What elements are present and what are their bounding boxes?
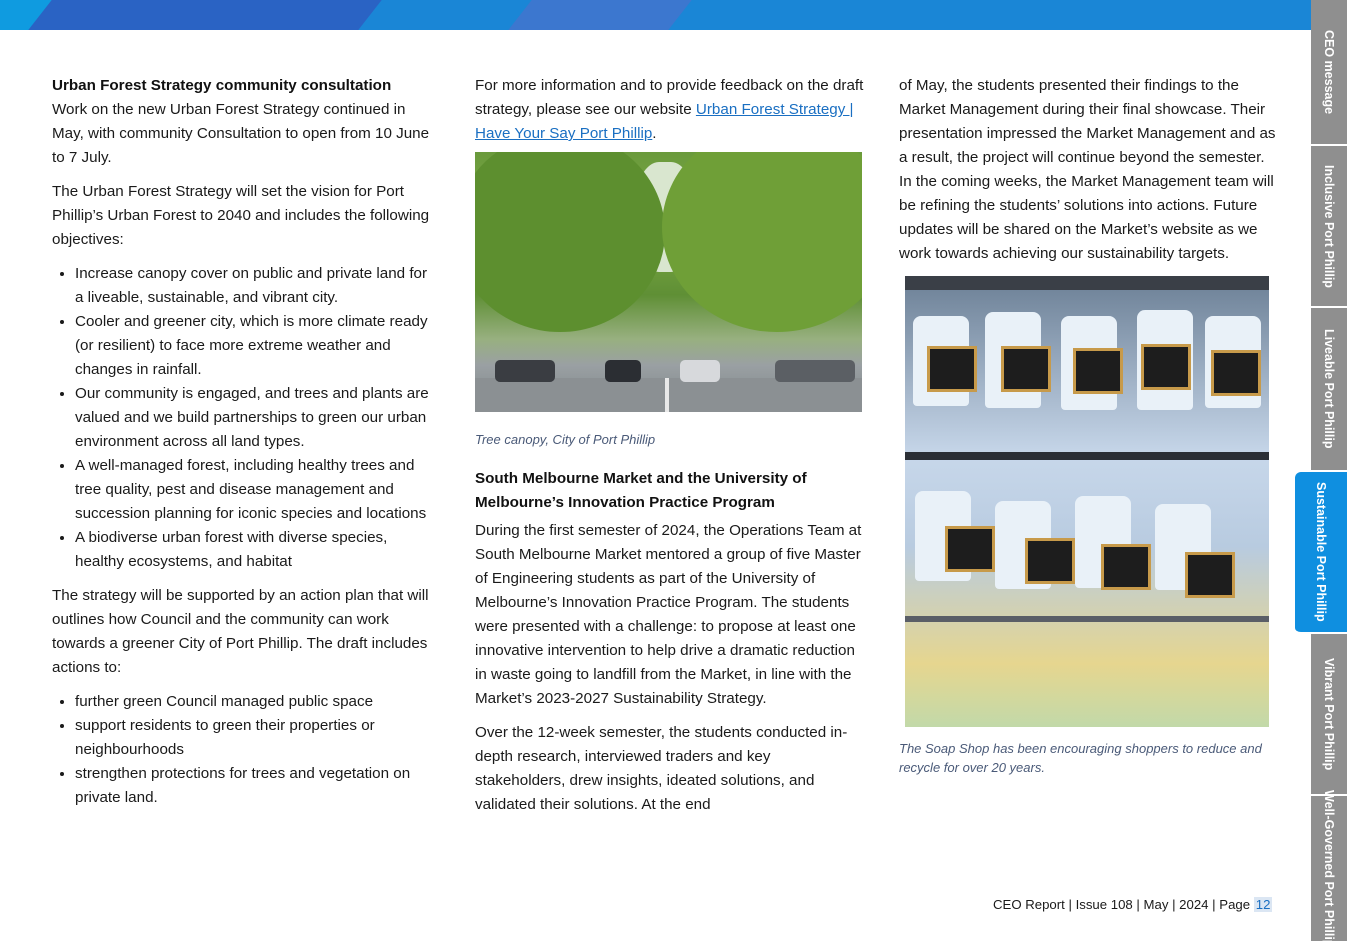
list-item: • Increase canopy cover on public and private land for a liveable, sustainable, and vibrant city. <box>75 262 436 310</box>
market-para2: Over the 12-week semester, the students conducted in-depth research, interviewed traders and key stakeholders, drew insights, ideated solutions, and validated their solutions. At the end <box>475 724 848 813</box>
tab-well-governed-port-phillip[interactable] <box>1311 789 1347 947</box>
urban-forest-para2: The Urban Forest Strategy will set the vision for Port Phillip’s Urban Forest to 2040 and includes the following objectives: <box>52 183 430 248</box>
tab-label: Vibrant Port Phillip <box>1322 657 1336 771</box>
feedback-text-end: . <box>652 125 657 142</box>
tab-sustainable-port-phillip[interactable] <box>1295 472 1347 634</box>
page-number: 12 <box>1255 897 1271 912</box>
tree-canopy-photo <box>475 152 862 412</box>
tab-vibrant-port-phillip[interactable] <box>1311 634 1347 796</box>
list-item: • further green Council managed public space <box>75 690 436 714</box>
tab-label: CEO message <box>1322 29 1336 115</box>
list-item: • strengthen protections for trees and vegetation on private land. <box>75 762 436 810</box>
tab-inclusive-port-phillip[interactable] <box>1311 146 1347 308</box>
page-footer <box>993 895 1272 915</box>
tab-ceo-message[interactable] <box>1311 0 1347 146</box>
tab-label: Well-Governed Port Phillip <box>1322 789 1336 947</box>
market-heading: South Melbourne Market and the University of Melbourne’s Innovation Practice Program <box>475 470 807 511</box>
list-item: • A well-managed forest, including healthy trees and tree quality, pest and disease management and succession planning for iconic species and locations <box>75 454 436 526</box>
middle-column <box>475 74 865 827</box>
list-item: • A biodiverse urban forest with diverse species, healthy ecosystems, and habitat <box>75 526 436 574</box>
feedback-text: For more information and to provide feedback on the draft strategy, please see our website <box>475 77 864 118</box>
actions-list <box>52 690 436 810</box>
tab-liveable-port-phillip[interactable] <box>1311 308 1347 472</box>
header-banner <box>0 0 1311 30</box>
footer-text: CEO Report | Issue 108 | May | 2024 | Page <box>993 897 1254 912</box>
urban-forest-para3: The strategy will be supported by an action plan that will outlines how Council and the community can work towards a greener City of Port Phillip. The draft includes actions to: <box>52 587 429 676</box>
soap-shop-caption: The Soap Shop has been encouraging shoppers to reduce and recycle for over 20 years. <box>899 741 1262 775</box>
list-item: • Cooler and greener city, which is more climate ready (or resilient) to face more extreme weather and changes in rainfall. <box>75 310 436 382</box>
section-tabs <box>1311 0 1347 947</box>
list-item: • support residents to green their properties or neighbourhoods <box>75 714 436 762</box>
tab-label: Sustainable Port Phillip <box>1314 482 1328 622</box>
urban-forest-heading: Urban Forest Strategy community consultation <box>52 77 392 94</box>
left-column <box>52 74 436 820</box>
soap-shop-photo <box>905 276 1269 727</box>
objectives-list <box>52 262 436 574</box>
list-item: • Our community is engaged, and trees and plants are valued and we build partnerships to green our urban environment across all land types. <box>75 382 436 454</box>
tree-canopy-caption: Tree canopy, City of Port Phillip <box>475 432 656 447</box>
market-para1: During the first semester of 2024, the Operations Team at South Melbourne Market mentored a group of five Master of Engineering students as part of the University of Melbourne’s Innovation Practice Program. The students were presented with a challenge: to propose at least one innovative intervention to help drive a dramatic reduction in waste going to landfill from the Market, in line with the Market’s 2023-2027 Sustainability Strategy. <box>475 522 862 707</box>
market-para3: of May, the students presented their findings to the Market Management during their final showcase. Their presentation impressed the Market Management and as a result, the project will continue beyond the semester. In the coming weeks, the Market Management team will be refining the students’ solutions into actions. Future updates will be shared on the Market’s website as we work towards achieving our sustainability targets. <box>899 77 1276 262</box>
have-your-say-link[interactable]: Urban Forest Strategy | Have Your Say Port Phillip <box>475 101 854 142</box>
tab-label: Inclusive Port Phillip <box>1322 164 1336 288</box>
urban-forest-para1: Work on the new Urban Forest Strategy continued in May, with community Consultation to open from 10 June to 7 July. <box>52 101 430 166</box>
feedback-paragraph <box>475 74 865 146</box>
tab-label: Liveable Port Phillip <box>1322 329 1336 449</box>
right-column <box>899 74 1279 777</box>
